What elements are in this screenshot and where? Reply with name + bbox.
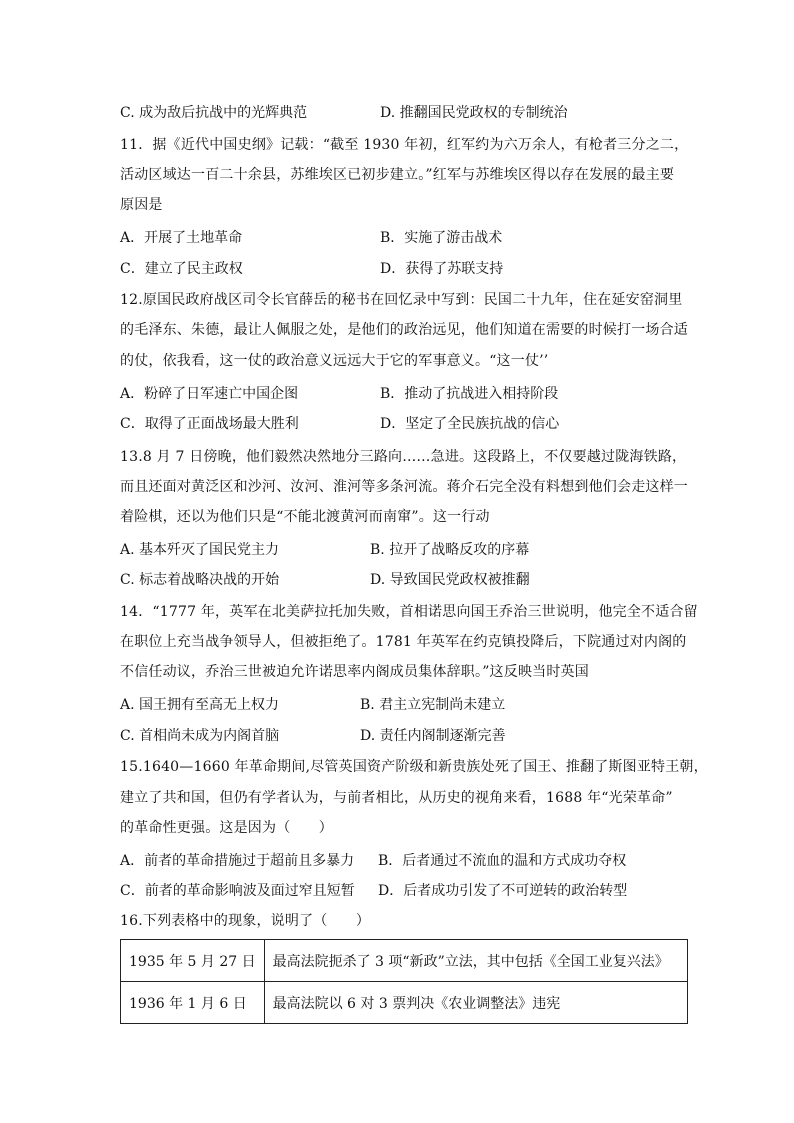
q13-option-c: C. 标志着战略决战的开始 xyxy=(120,572,280,588)
q11-option-c: C．建立了民主政权 xyxy=(120,261,243,277)
event-description-cell: 最高法院扼杀了 3 项“新政”立法，其中包括《全国工业复兴法》 xyxy=(264,940,687,982)
q12-option-b: B．推动了抗战进入相持阶段 xyxy=(380,386,559,402)
q14-stem-line-2: 在职位上充当战争领导人，但被拒绝了。1781 年英军在约克镇投降后，下院通过对内阁的 xyxy=(120,634,687,650)
q15-option-c: C．前者的革命影响波及面过窄且短暂 xyxy=(120,883,355,899)
q14-stem-line-1: 14．“1777 年，英军在北美萨拉托加失败，首相诺思向国王乔治三世说明，他完全不适合留 xyxy=(120,604,698,620)
q12-option-c: C．取得了正面战场最大胜利 xyxy=(120,416,299,432)
q16-stem: 16.下列表格中的现象，说明了（ ） xyxy=(120,913,371,929)
q11-option-a: A．开展了土地革命 xyxy=(120,230,243,246)
q11-option-b: B．实施了游击战术 xyxy=(380,230,503,246)
q15-option-d: D．后者成功引发了不可逆转的政治转型 xyxy=(378,883,628,899)
table-row xyxy=(121,982,688,1024)
q13-option-d: D. 导致国民党政权被推翻 xyxy=(370,572,530,588)
q12-stem-line-1: 12.原国民政府战区司令长官薛岳的秘书在回忆录中写到：民国二十九年，住在延安窑洞里 xyxy=(120,292,683,308)
q16-events-table xyxy=(120,939,688,1024)
event-date-cell: 1935 年 5 月 27 日 xyxy=(121,940,265,982)
q11-stem-line-3: 原因是 xyxy=(120,197,163,213)
q13-stem-line-2: 而且还面对黄泛区和沙河、汝河、淮河等多条河流。蒋介石完全没有料想到他们会走这样一 xyxy=(120,479,688,495)
q13-option-a: A. 基本歼灭了国民党主力 xyxy=(120,542,280,558)
q12-option-d: D．坚定了全民族抗战的信心 xyxy=(380,416,560,432)
q11-stem-line-1: 11．据《近代中国史纲》记载：“截至 1930 年初，红军约为六万余人，有枪者三分之二， xyxy=(120,137,689,153)
event-date-cell: 1936 年 1 月 6 日 xyxy=(121,982,265,1024)
q10-option-c: C. 成为敌后抗战中的光辉典范 xyxy=(120,105,308,121)
q13-stem-line-1: 13.8 月 7 日傍晚，他们毅然决然地分三路向……急进。这段路上，不仅要越过陇海铁路， xyxy=(120,449,687,465)
q12-option-a: A．粉碎了日军速亡中国企图 xyxy=(120,386,299,402)
q13-stem-line-3: 着险棋，还以为他们只是“不能北渡黄河而南窜”。这一行动 xyxy=(120,509,490,525)
q14-option-d: D. 责任内阁制逐渐完善 xyxy=(360,728,506,744)
q11-option-d: D．获得了苏联支持 xyxy=(380,261,504,277)
q15-stem-line-1: 15.1640—1660 年革命期间,尽管英国资产阶级和新贵族处死了国王、推翻了斯图亚特王朝， xyxy=(120,759,708,775)
q12-stem-line-3: 的仗，依我看，这一仗的政治意义远远大于它的军事意义。“这一仗’’ xyxy=(120,353,549,369)
table-row xyxy=(121,940,688,982)
q15-stem-line-3: 的革命性更强。这是因为（ ） xyxy=(120,820,333,836)
q15-option-b: B．后者通过不流血的温和方式成功夺权 xyxy=(378,853,627,869)
event-description-cell: 最高法院以 6 对 3 票判决《农业调整法》违宪 xyxy=(264,982,687,1024)
q13-option-b: B. 拉开了战略反攻的序幕 xyxy=(370,542,530,558)
q12-stem-line-2: 的毛泽东、朱德，最让人佩服之处，是他们的政治远见，他们知道在需要的时候打一场合适 xyxy=(120,322,688,338)
q11-stem-line-2: 活动区域达一百二十余县，苏维埃区已初步建立。”红军与苏维埃区得以存在发展的最主要 xyxy=(120,167,675,183)
q15-stem-line-2: 建立了共和国，但仍有学者认为，与前者相比，从历史的视角来看，1688 年“光荣革命” xyxy=(120,790,673,806)
q14-option-b: B. 君主立宪制尚未建立 xyxy=(360,697,506,713)
q14-option-c: C. 首相尚未成为内阁首脑 xyxy=(120,728,280,744)
q14-option-a: A. 国王拥有至高无上权力 xyxy=(120,697,280,713)
q14-stem-line-3: 不信任动议，乔治三世被迫允许诺思率内阁成员集体辞职。”这反映当时英国 xyxy=(120,664,589,680)
q10-option-d: D. 推翻国民党政权的专制统治 xyxy=(380,105,568,121)
q15-option-a: A．前者的革命措施过于超前且多暴力 xyxy=(120,853,355,869)
